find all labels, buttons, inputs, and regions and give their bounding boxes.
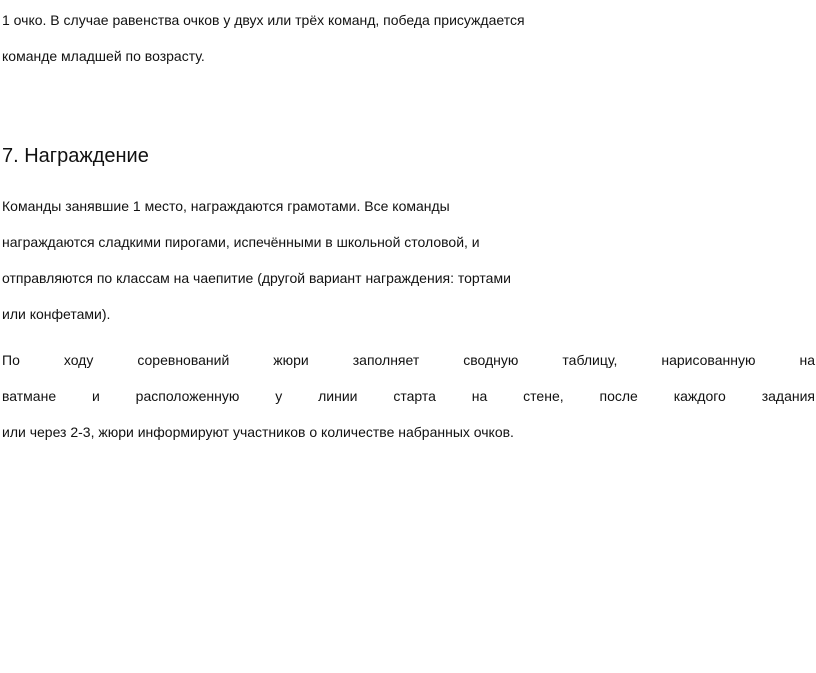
text-line: Команды занявшие 1 место, награждаются грамотами. Все команды [2,198,450,214]
text-line: награждаются сладкими пирогами, испечёнными в школьной столовой, и [2,234,480,250]
text-line: отправляются по классам на чаепитие (другой вариант награждения: тортами [2,270,511,286]
section-heading-awards: 7. Награждение [2,145,149,167]
text-line: По ходу соревнований жюри заполняет сводную таблицу, нарисованную на [2,352,815,368]
text-line: или через 2-3, жюри информируют участников о количестве набранных очков. [2,424,514,440]
text-line: ватмане и расположенную у линии старта на стене, после каждого задания [2,388,815,404]
paragraph-awards [2,188,815,332]
text-line: 1 очко. В случае равенства очков у двух или трёх команд, победа присуждается [2,12,525,28]
text-line: или конфетами). [2,306,111,322]
paragraph-jury-table [2,342,815,450]
text-line: команде младшей по возрасту. [2,48,205,64]
paragraph-tiebreak [2,2,815,74]
